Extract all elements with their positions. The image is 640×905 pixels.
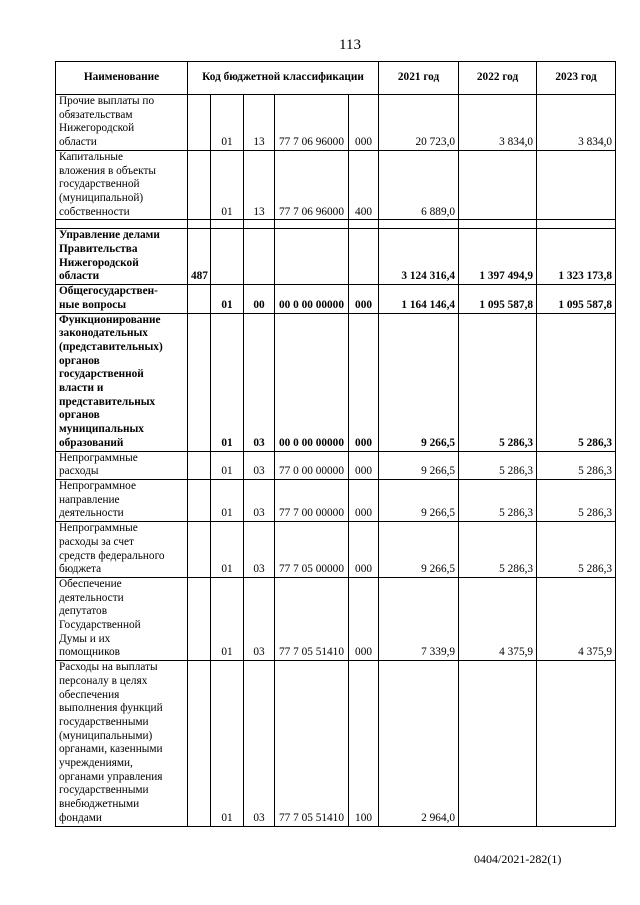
amount-2021: 9 266,5 [379, 313, 459, 451]
row-name-line: фондами [59, 811, 102, 824]
row-name-line: Функционирование [59, 313, 161, 326]
row-name-line: направление [59, 493, 120, 506]
amount-2022: 5 286,3 [459, 522, 537, 578]
row-name-line: Нижегородской [59, 122, 135, 135]
table-row [56, 451, 616, 479]
row-name-line: Правительства [59, 243, 138, 256]
row-name-line: Общегосударствен- [59, 285, 158, 298]
table-row [56, 577, 616, 660]
amount-2021: 20 723,0 [379, 95, 459, 151]
spacer-cell [349, 220, 379, 229]
table-row [56, 522, 616, 578]
target-code: 77 0 00 00000 [275, 451, 349, 479]
row-name-line: средств федерального [59, 549, 165, 562]
row-name-line: Нижегородской [59, 256, 139, 269]
row-name-line: персоналу в целях [59, 674, 148, 687]
section-code: 01 [211, 661, 244, 826]
spacer-cell [56, 220, 188, 229]
section-code: 01 [211, 313, 244, 451]
row-name-line: органов [59, 354, 100, 367]
target-code: 77 7 06 96000 [275, 95, 349, 151]
header-2022: 2022 год [459, 62, 537, 95]
row-name-line: органами управления [59, 770, 163, 783]
row-name-line: государственными [59, 715, 149, 728]
ministry-code [188, 661, 211, 826]
amount-2022: 1 397 494,9 [459, 229, 537, 285]
subsection-code: 13 [244, 95, 275, 151]
row-name [56, 451, 188, 479]
spacer-cell [188, 220, 211, 229]
ministry-code [188, 285, 211, 313]
amount-2022: 5 286,3 [459, 313, 537, 451]
spacer-cell [244, 220, 275, 229]
row-name-line: расходы за счет [59, 535, 134, 548]
section-code: 01 [211, 522, 244, 578]
expense-type-code: 000 [349, 285, 379, 313]
row-name [56, 229, 188, 285]
header-code: Код бюджетной классификации [188, 62, 379, 95]
row-name-line: бюджета [59, 563, 102, 576]
ministry-code [188, 95, 211, 151]
section-code: 01 [211, 577, 244, 660]
target-code: 77 7 05 51410 [275, 577, 349, 660]
row-name [56, 95, 188, 151]
header-2021: 2021 год [379, 62, 459, 95]
target-code: 77 7 05 51410 [275, 661, 349, 826]
row-name-line: Управление делами [59, 229, 160, 242]
table-row [56, 95, 616, 151]
subsection-code: 00 [244, 285, 275, 313]
row-name [56, 479, 188, 521]
amount-2021: 3 124 316,4 [379, 229, 459, 285]
table-row [56, 229, 616, 285]
amount-2023: 1 095 587,8 [537, 285, 616, 313]
row-name-line: законодательных [59, 327, 148, 340]
section-code: 01 [211, 451, 244, 479]
ministry-code [188, 150, 211, 220]
row-name-line: расходы [59, 465, 99, 478]
row-name-line: государственными [59, 784, 149, 797]
row-name-line: образований [59, 436, 124, 449]
expense-type-code: 000 [349, 451, 379, 479]
row-name-line: деятельности [59, 591, 124, 604]
section-code [211, 229, 244, 285]
row-name-line: Расходы на выплаты [59, 661, 158, 674]
row-name [56, 150, 188, 220]
row-name-line: государственной [59, 368, 144, 381]
row-name-line: государственной [59, 178, 140, 191]
row-name-line: ные вопросы [59, 298, 127, 311]
expense-type-code: 000 [349, 479, 379, 521]
subsection-code: 03 [244, 479, 275, 521]
expense-type-code: 100 [349, 661, 379, 826]
page-number: 113 [339, 37, 361, 53]
expense-type-code [349, 229, 379, 285]
section-code: 01 [211, 150, 244, 220]
document-number: 0404/2021-282(1) [474, 852, 562, 866]
amount-2023: 3 834,0 [537, 95, 616, 151]
row-name-line: органов [59, 409, 100, 422]
row-name [56, 285, 188, 313]
table-row [56, 285, 616, 313]
row-name-line: выполнения функций [59, 702, 163, 715]
amount-2023: 5 286,3 [537, 479, 616, 521]
subsection-code: 03 [244, 661, 275, 826]
table-body [56, 95, 616, 827]
header-2023: 2023 год [537, 62, 616, 95]
row-name-line: обеспечения [59, 688, 120, 701]
amount-2022: 5 286,3 [459, 451, 537, 479]
row-name [56, 522, 188, 578]
subsection-code: 13 [244, 150, 275, 220]
row-name-line: помощников [59, 646, 120, 659]
amount-2021: 9 266,5 [379, 479, 459, 521]
header-name: Наименование [56, 62, 188, 95]
amount-2023: 4 375,9 [537, 577, 616, 660]
section-code: 01 [211, 285, 244, 313]
subsection-code: 03 [244, 313, 275, 451]
row-name-line: депутатов [59, 605, 108, 618]
ministry-code [188, 479, 211, 521]
expense-type-code: 000 [349, 522, 379, 578]
target-code: 00 0 00 00000 [275, 313, 349, 451]
row-name [56, 577, 188, 660]
spacer-cell [211, 220, 244, 229]
spacer-cell [379, 220, 459, 229]
row-name-line: органами, казенными [59, 743, 163, 756]
row-name [56, 313, 188, 451]
amount-2021: 2 964,0 [379, 661, 459, 826]
row-name-line: обязательствам [59, 108, 133, 121]
row-name-line: деятельности [59, 507, 124, 520]
amount-2021: 1 164 146,4 [379, 285, 459, 313]
amount-2023: 5 286,3 [537, 451, 616, 479]
target-code: 00 0 00 00000 [275, 285, 349, 313]
amount-2023: 5 286,3 [537, 522, 616, 578]
row-name-line: представительных [59, 395, 156, 408]
spacer-cell [537, 220, 616, 229]
ministry-code [188, 522, 211, 578]
subsection-code [244, 229, 275, 285]
target-code: 77 7 05 00000 [275, 522, 349, 578]
row-name-line: Прочие выплаты по [59, 95, 155, 107]
amount-2022 [459, 150, 537, 220]
amount-2022: 1 095 587,8 [459, 285, 537, 313]
amount-2023: 1 323 173,8 [537, 229, 616, 285]
section-code: 01 [211, 479, 244, 521]
amount-2022: 4 375,9 [459, 577, 537, 660]
target-code: 77 7 06 96000 [275, 150, 349, 220]
row-name-line: вложения в объекты [59, 164, 156, 177]
row-name-line: (представительных) [59, 340, 163, 353]
amount-2021: 7 339,9 [379, 577, 459, 660]
target-code [275, 229, 349, 285]
row-name-line: Государственной [59, 619, 141, 632]
row-name-line: Капитальные [59, 150, 123, 163]
amount-2021: 6 889,0 [379, 150, 459, 220]
table-row [56, 661, 616, 826]
amount-2023: 5 286,3 [537, 313, 616, 451]
expense-type-code: 000 [349, 95, 379, 151]
table-header-row [56, 62, 616, 95]
spacer-cell [459, 220, 537, 229]
row-name-line: Думы и их [59, 632, 111, 645]
ministry-code [188, 577, 211, 660]
expense-type-code: 000 [349, 577, 379, 660]
spacer-row [56, 220, 616, 229]
row-name-line: области [59, 136, 97, 149]
target-code: 77 7 00 00000 [275, 479, 349, 521]
amount-2022 [459, 661, 537, 826]
row-name-line: муниципальных [59, 423, 144, 436]
row-name-line: власти и [59, 382, 104, 395]
ministry-code [188, 451, 211, 479]
amount-2022: 3 834,0 [459, 95, 537, 151]
table-row [56, 479, 616, 521]
expense-type-code: 000 [349, 313, 379, 451]
row-name-line: внебюджетными [59, 798, 140, 811]
amount-2023 [537, 661, 616, 826]
row-name-line: Непрограммные [59, 522, 138, 535]
row-name-line: (муниципальной) [59, 191, 144, 204]
subsection-code: 03 [244, 577, 275, 660]
row-name-line: Непрограммное [59, 479, 136, 492]
section-code: 01 [211, 95, 244, 151]
row-name-line: Обеспечение [59, 577, 122, 590]
row-name-line: собственности [59, 205, 130, 218]
ministry-code: 487 [188, 229, 211, 285]
row-name-line: (муниципальными) [59, 729, 153, 742]
row-name-line: учреждениями, [59, 757, 133, 770]
spacer-cell [275, 220, 349, 229]
row-name-line: области [59, 270, 100, 283]
row-name [56, 661, 188, 826]
amount-2022: 5 286,3 [459, 479, 537, 521]
table-row [56, 150, 616, 220]
budget-table [55, 61, 616, 827]
ministry-code [188, 313, 211, 451]
amount-2023 [537, 150, 616, 220]
amount-2021: 9 266,5 [379, 522, 459, 578]
row-name-line: Непрограммные [59, 451, 138, 464]
subsection-code: 03 [244, 451, 275, 479]
amount-2021: 9 266,5 [379, 451, 459, 479]
expense-type-code: 400 [349, 150, 379, 220]
table-row [56, 313, 616, 451]
subsection-code: 03 [244, 522, 275, 578]
